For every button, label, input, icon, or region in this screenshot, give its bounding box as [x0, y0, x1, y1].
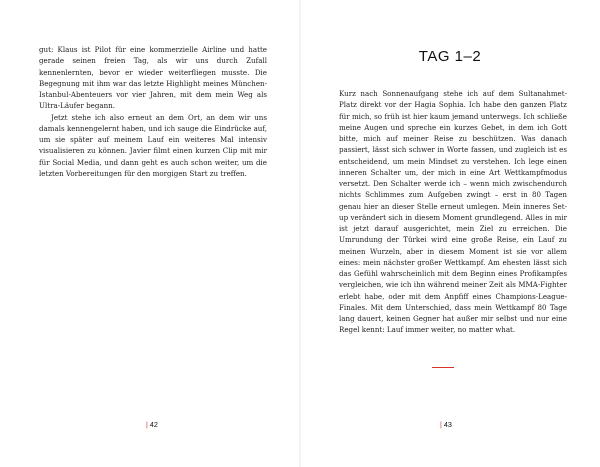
section-divider: [432, 367, 454, 368]
page-number-value: 42: [149, 420, 158, 429]
right-body-text: [339, 88, 567, 336]
page-number-left: [146, 420, 158, 429]
folio-bar: |: [146, 420, 148, 429]
paragraph: gut: Klaus ist Pilot für eine kommerzielle Airline und hatte gerade seinen freien Tag, als wir uns durch Zufall kennenlernten, bevor er wieder weiterfliegen musste. Die Begegnung mit ihm war das letzte Highlight meines München-Istanbul-Abenteuers vor vier Jahren, mit dem mein Weg als Ultra-Läufer begann.: [39, 45, 267, 111]
right-page: [300, 0, 600, 467]
page-number-right: [440, 420, 452, 429]
left-body-text: [39, 44, 267, 179]
paragraph: Kurz nach Sonnenaufgang stehe ich auf dem Sultanahmet-Platz direkt vor der Hagia Sophia. Ich habe den ganzen Platz für mich, so früh ist hier kaum jemand unterwegs. Ich schließe meine Augen und spreche ein kurzes Gebet, in dem ich Gott bitte, mich auf meiner Reise zu beschützen. Was danach passiert, lässt sich schwer in Worte fassen, und zugleich ist es entscheidend, um mein Mindset zu verstehen. Ich lege einen inneren Schalter um, der mich in eine Art Wettkampfmodus versetzt. Den Schalter werde ich – wenn mich zwischendurch nichts Schlimmes zum Aufgeben zwingt – erst in 80 Tagen genau hier an dieser Stelle erneut umlegen. Mein inneres Set-up verändert sich in diesem Moment grundlegend. Alles in mir ist jetzt darauf ausgerichtet, mein Ziel zu erreichen. Die Umrundung der Türkei wird eine große Reise, ein Lauf zu meinen Wurzeln, aber in diesem Moment ist sie vor allem eines: mein nächster großer Wettkampf. Am ehesten lässt sich das Gefühl wahrscheinlich mit dem Beginn eines Profikampfes vergleichen, wie ich ihn während meiner Zeit als MMA-Fighter erlebt habe, oder mit dem Anpfiff eines Champions-League-Finales. Mit dem Unterschied, dass mein Wettkampf 80 Tage lang dauert, keinen Gegner hat außer mir selbst und nur eine Regel kennt: Lauf immer weiter, no matter what.: [339, 89, 567, 335]
paragraph: Jetzt stehe ich also erneut an dem Ort, an dem wir uns damals kennengelernt haben, und ich sauge die Eindrücke auf, um sie später auf meinem Lauf ein weiteres Mal intensiv visualisieren zu können. Javier filmt einen kurzen Clip mit mir für Social Media, und dann geht es auch schon weiter, um die letzten Vorbereitungen für den morgigen Start zu treffen.: [39, 112, 267, 178]
folio-bar: |: [440, 420, 442, 429]
chapter-title: TAG 1–2: [418, 48, 482, 65]
page-number-value: 43: [443, 420, 452, 429]
